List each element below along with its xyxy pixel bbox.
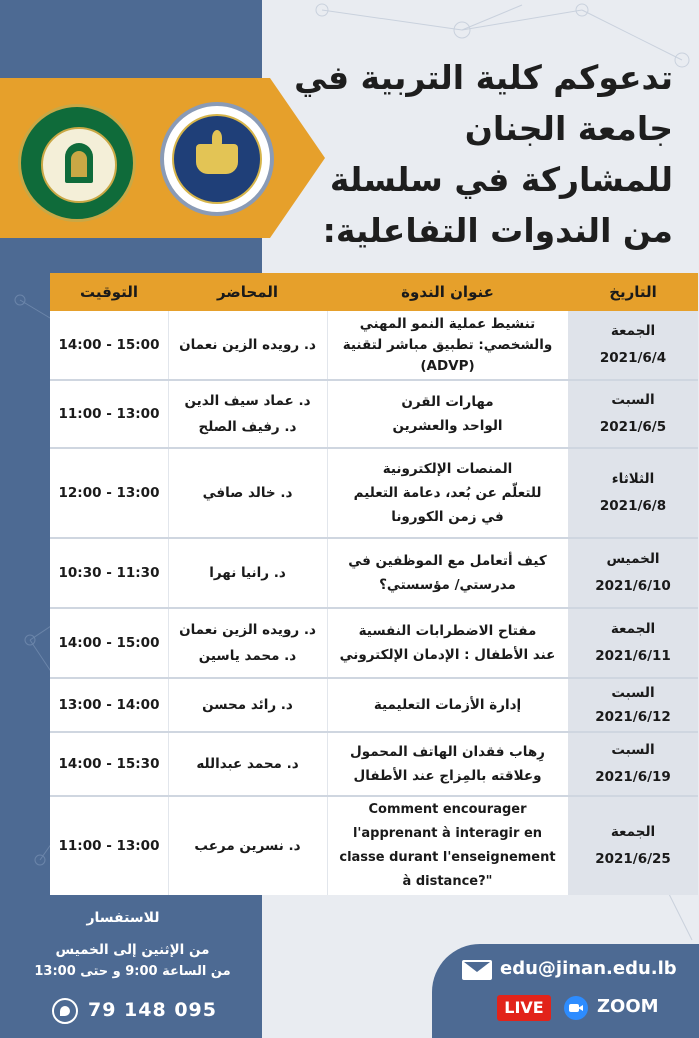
- time-cell: 14:00 - 15:00: [58, 337, 160, 353]
- day-name: الخميس: [606, 551, 660, 567]
- topic-line: إدارة الأزمات التعليمية: [373, 697, 522, 713]
- date-cell: [568, 797, 698, 895]
- header-time: التوقيت: [79, 283, 139, 301]
- date-cell: [568, 449, 698, 537]
- live-badge: LIVE: [497, 995, 551, 1021]
- inquiry-label: للاستفسار: [86, 910, 160, 926]
- email-icon: [462, 960, 492, 980]
- office-hours: من الساعة 9:00 و حتى 13:00: [34, 964, 231, 979]
- topic-line: l'apprenant à interagir en: [352, 826, 543, 841]
- lecturer-cell: [168, 539, 327, 607]
- table-row: [50, 539, 698, 607]
- date-cell: [568, 539, 698, 607]
- topic-line: المنصات الإلكترونية: [382, 461, 513, 477]
- day-name: السبت: [611, 392, 655, 408]
- date-value: 2021/6/12: [595, 709, 671, 725]
- office-days: من الإثنين إلى الخميس: [55, 942, 210, 958]
- date-cell: [568, 609, 698, 677]
- lecturer-name: د. خالد صافي: [202, 485, 293, 501]
- time-cell: 11:00 - 13:00: [58, 406, 160, 422]
- time-cell: 11:00 - 13:00: [58, 838, 160, 854]
- date-value: 2021/6/11: [595, 648, 671, 664]
- time-cell: 13:00 - 14:00: [58, 697, 160, 713]
- topic-cell: [327, 311, 568, 379]
- header-topic: عنوان الندوة: [401, 283, 494, 301]
- zoom-label: ZOOM: [597, 996, 659, 1017]
- date-value: 2021/6/5: [599, 419, 667, 435]
- date-value: 2021/6/10: [595, 578, 671, 594]
- day-name: الثلاثاء: [611, 471, 655, 487]
- topic-line: والشخصي: تطبيق مباشر لتقنية: [342, 336, 553, 353]
- topic-line: في زمن الكورونا: [391, 509, 504, 525]
- lecturer-cell: [168, 311, 327, 379]
- topic-line: تنشيط عملية النمو المهني: [359, 315, 536, 332]
- topic-line: رِهاب فقدان الهاتف المحمول: [350, 744, 545, 760]
- day-name: الجمعة: [610, 621, 656, 637]
- topic-line: الواحد والعشرين: [392, 418, 503, 434]
- lecturer-name: د. رانيا نهرا: [209, 565, 286, 581]
- day-name: الجمعة: [610, 824, 656, 840]
- header-date: التاريخ: [609, 283, 657, 301]
- lecturer-cell: [168, 381, 327, 447]
- title-line: جامعة الجنان: [464, 109, 673, 148]
- time-cell: 12:00 - 13:00: [58, 485, 160, 501]
- zoom-icon: [564, 996, 588, 1020]
- date-value: 2021/6/19: [595, 769, 671, 785]
- date-cell: [568, 311, 698, 379]
- table-row: [50, 733, 698, 795]
- jinan-university-logo: [18, 104, 136, 222]
- table-row: [50, 797, 698, 895]
- topic-line: كيف أتعامل مع الموظفين في: [348, 553, 547, 569]
- date-cell: [568, 679, 698, 731]
- header-lecturer: المحاضر: [216, 283, 279, 301]
- seminar-schedule-table: [50, 273, 698, 895]
- topic-line: (ADVP): [420, 357, 475, 374]
- topic-cell: [327, 449, 568, 537]
- topic-line: à distance?": [402, 874, 493, 889]
- lecturer-cell: [168, 679, 327, 731]
- lecturer-name: د. محمد ياسين: [198, 648, 297, 664]
- table-row: [50, 679, 698, 731]
- date-value: 2021/6/25: [595, 851, 671, 867]
- topic-line: مهارات القرن: [401, 394, 494, 410]
- time-cell: 10:30 - 11:30: [58, 565, 160, 581]
- day-name: السبت: [611, 742, 655, 758]
- lecturer-name: د. رائد محسن: [202, 697, 293, 713]
- lecturer-name: د. نسرين مرعب: [194, 838, 301, 854]
- lecturer-name: د. رفيف الصلح: [198, 419, 297, 435]
- lecturer-name: د. رويده الزين نعمان: [179, 622, 316, 638]
- table-header: [50, 273, 698, 311]
- date-cell: [568, 381, 698, 447]
- table-row: [50, 609, 698, 677]
- topic-cell: [327, 733, 568, 795]
- topic-line: مفتاح الاضطرابات النفسية: [358, 623, 537, 639]
- phone-number[interactable]: 79 148 095: [88, 999, 217, 1021]
- topic-line: مدرستي/ مؤسستي؟: [379, 577, 516, 593]
- topic-line: وعلاقته بالمِزاج عند الأطفال: [353, 768, 542, 784]
- lecturer-cell: [168, 797, 327, 895]
- topic-cell: [327, 679, 568, 731]
- date-cell: [568, 733, 698, 795]
- email-address[interactable]: edu@jinan.edu.lb: [500, 958, 677, 979]
- whatsapp-icon: [52, 998, 78, 1024]
- time-cell: 14:00 - 15:00: [58, 635, 160, 651]
- lecturer-cell: [168, 733, 327, 795]
- topic-cell: [327, 797, 568, 895]
- topic-line: Comment encourager: [368, 802, 527, 817]
- table-row: [50, 449, 698, 537]
- topic-line: للتعلّم عن بُعد، دعامة التعليم: [353, 485, 542, 501]
- lecturer-name: د. عماد سيف الدين: [184, 393, 311, 409]
- day-name: الجمعة: [610, 323, 656, 339]
- lecturer-name: د. رويده الزين نعمان: [179, 337, 316, 353]
- topic-line: classe durant l'enseignement: [339, 850, 556, 865]
- topic-cell: [327, 381, 568, 447]
- lecturer-cell: [168, 609, 327, 677]
- title-line: للمشاركة في سلسلة: [329, 160, 673, 199]
- date-value: 2021/6/4: [599, 350, 667, 366]
- topic-line: عند الأطفال : الإدمان الإلكتروني: [339, 647, 556, 663]
- title-line: تدعوكم كلية التربية في: [294, 58, 673, 97]
- lecturer-name: د. محمد عبدالله: [196, 756, 299, 772]
- invitation-title: [273, 52, 673, 256]
- table-row: [50, 381, 698, 447]
- title-line: من الندوات التفاعلية:: [322, 211, 673, 250]
- day-name: السبت: [611, 685, 655, 701]
- table-row: [50, 311, 698, 379]
- date-value: 2021/6/8: [599, 498, 667, 514]
- lecturer-cell: [168, 449, 327, 537]
- faculty-of-education-logo: [160, 102, 274, 216]
- time-cell: 14:00 - 15:30: [58, 756, 160, 772]
- topic-cell: [327, 539, 568, 607]
- topic-cell: [327, 609, 568, 677]
